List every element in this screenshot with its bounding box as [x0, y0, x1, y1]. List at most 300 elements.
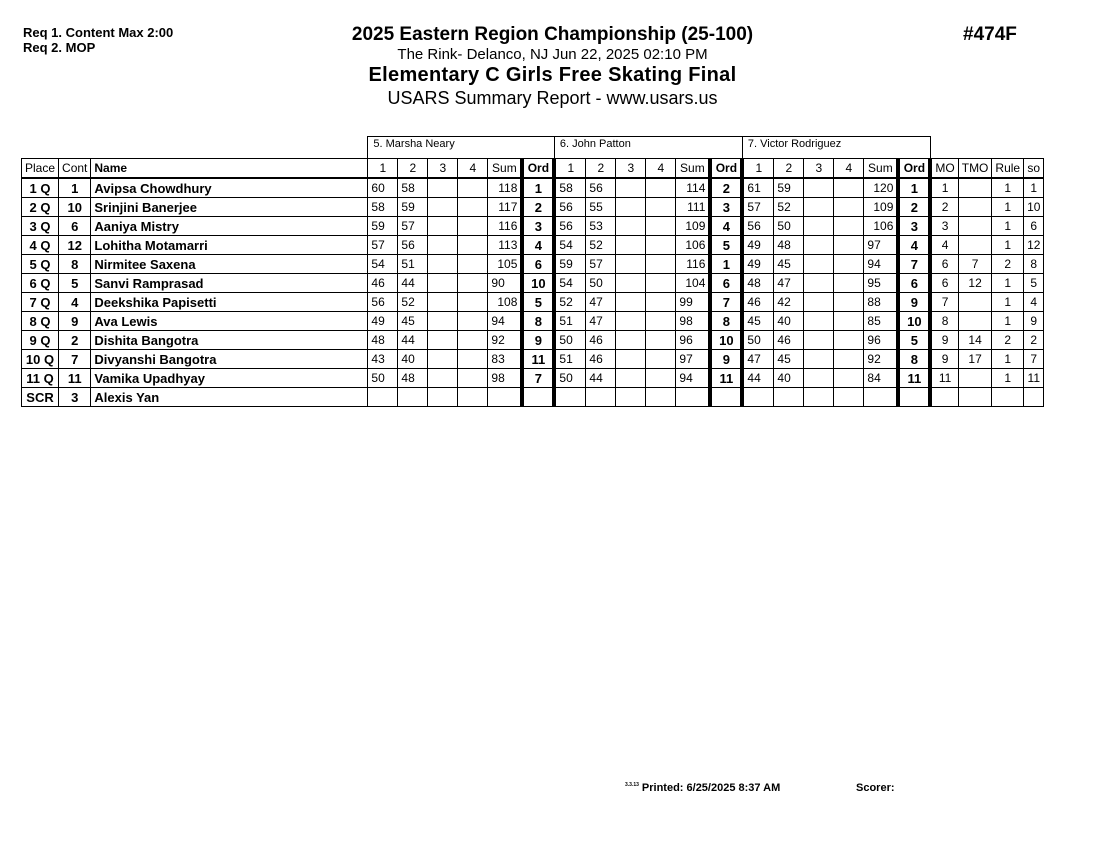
skater-name: Nirmitee Saxena	[91, 255, 368, 274]
score-2: 45	[774, 350, 804, 369]
table-row	[22, 369, 1044, 388]
score-sum: 95	[864, 274, 899, 293]
skater-name: Vamika Upadhyay	[91, 369, 368, 388]
score-sum: 92	[864, 350, 899, 369]
score-2: 59	[398, 198, 428, 217]
score-4	[646, 236, 676, 255]
score-sum: 114	[676, 178, 711, 198]
score-3	[804, 236, 834, 255]
contestant-number: 1	[59, 178, 91, 198]
ordinal: 10	[898, 312, 930, 331]
rule: 1	[992, 217, 1024, 236]
contestant-number: 4	[59, 293, 91, 312]
score-3	[616, 331, 646, 350]
total-majority-ordinal	[958, 198, 992, 217]
score-3	[804, 350, 834, 369]
version: 3.3.13	[625, 782, 639, 789]
score-sum: 94	[488, 312, 523, 331]
score-1: 49	[742, 255, 774, 274]
table-row	[22, 293, 1044, 312]
score-3	[616, 236, 646, 255]
score-2: 48	[774, 236, 804, 255]
ordinal	[898, 388, 930, 407]
score-sum: 116	[488, 217, 523, 236]
location-date: The Rink- Delanco, NJ Jun 22, 2025 02:10 PM	[397, 46, 708, 63]
ordinal: 6	[710, 274, 742, 293]
score-1: 48	[368, 331, 398, 350]
majority-ordinal: 2	[930, 198, 958, 217]
score-1: 50	[742, 331, 774, 350]
rule: 1	[992, 178, 1024, 198]
score-4	[834, 312, 864, 331]
col-score-s4: 4	[646, 159, 676, 179]
rule: 1	[992, 350, 1024, 369]
score-4	[458, 255, 488, 274]
ordinal: 8	[710, 312, 742, 331]
score-4	[458, 312, 488, 331]
rule	[992, 388, 1024, 407]
col-cont: Cont	[59, 159, 91, 179]
skater-name: Aaniya Mistry	[91, 217, 368, 236]
place: 1 Q	[22, 178, 59, 198]
ordinal	[710, 388, 742, 407]
score-2: 51	[398, 255, 428, 274]
score-2: 44	[398, 331, 428, 350]
score-1: 49	[742, 236, 774, 255]
ordinal: 1	[710, 255, 742, 274]
ordinal: 3	[710, 198, 742, 217]
total-majority-ordinal	[958, 369, 992, 388]
score-4	[458, 388, 488, 407]
score-3	[428, 331, 458, 350]
table-row	[22, 274, 1044, 293]
place: 7 Q	[22, 293, 59, 312]
score-2	[586, 388, 616, 407]
score-1: 57	[368, 236, 398, 255]
score-1: 43	[368, 350, 398, 369]
table-row	[22, 198, 1044, 217]
judge-name: 7. Victor Rodriguez	[742, 137, 930, 159]
skater-name: Avipsa Chowdhury	[91, 178, 368, 198]
ordinal	[522, 388, 554, 407]
ordinal: 9	[898, 293, 930, 312]
skater-name: Dishita Bangotra	[91, 331, 368, 350]
score-2: 47	[586, 293, 616, 312]
ordinal: 4	[710, 217, 742, 236]
score-1: 54	[368, 255, 398, 274]
event-number: #474F	[963, 24, 1017, 45]
score-4	[646, 178, 676, 198]
contestant-number: 2	[59, 331, 91, 350]
score-2: 40	[774, 312, 804, 331]
score-4	[646, 331, 676, 350]
requirement-2: Req 2. MOP	[23, 40, 96, 55]
score-sum: 85	[864, 312, 899, 331]
ordinal: 5	[710, 236, 742, 255]
ordinal: 9	[522, 331, 554, 350]
score-4	[458, 178, 488, 198]
score-3	[428, 217, 458, 236]
ordinal: 7	[898, 255, 930, 274]
rule: 2	[992, 255, 1024, 274]
score-3	[616, 274, 646, 293]
contestant-number: 8	[59, 255, 91, 274]
score-sum: 99	[676, 293, 711, 312]
col-score-s3: 3	[804, 159, 834, 179]
score-4	[834, 255, 864, 274]
place: 5 Q	[22, 255, 59, 274]
ordinal: 5	[522, 293, 554, 312]
score-3	[616, 312, 646, 331]
score-2: 48	[398, 369, 428, 388]
contestant-number: 11	[59, 369, 91, 388]
score-3	[616, 255, 646, 274]
col-sum: Sum	[864, 159, 899, 179]
total-majority-ordinal	[958, 312, 992, 331]
ordinal: 10	[710, 331, 742, 350]
judge-name: 6. John Patton	[554, 137, 742, 159]
ordinal: 4	[898, 236, 930, 255]
score-1: 47	[742, 350, 774, 369]
col-sum: Sum	[676, 159, 711, 179]
score-3	[428, 236, 458, 255]
score-2: 52	[774, 198, 804, 217]
score-sum: 92	[488, 331, 523, 350]
score-2: 47	[774, 274, 804, 293]
skater-name: Ava Lewis	[91, 312, 368, 331]
score-4	[834, 388, 864, 407]
requirements	[23, 25, 173, 55]
score-sum: 116	[676, 255, 711, 274]
skater-name: Alexis Yan	[91, 388, 368, 407]
col-score-s1: 1	[554, 159, 586, 179]
score-1: 50	[554, 331, 586, 350]
score-4	[458, 293, 488, 312]
skating-order: 1	[1024, 178, 1044, 198]
score-4	[458, 350, 488, 369]
contestant-number: 6	[59, 217, 91, 236]
majority-ordinal: 3	[930, 217, 958, 236]
score-sum	[864, 388, 899, 407]
report-name: USARS Summary Report - www.usars.us	[387, 88, 718, 108]
skating-order: 7	[1024, 350, 1044, 369]
score-1	[554, 388, 586, 407]
place: SCR	[22, 388, 59, 407]
majority-ordinal: 4	[930, 236, 958, 255]
score-4	[458, 331, 488, 350]
score-3	[804, 274, 834, 293]
column-header-row	[22, 159, 1044, 179]
score-2: 56	[586, 178, 616, 198]
contestant-number: 9	[59, 312, 91, 331]
score-1: 61	[742, 178, 774, 198]
judges-row	[22, 137, 1044, 159]
ordinal: 4	[522, 236, 554, 255]
ordinal: 11	[898, 369, 930, 388]
score-2: 50	[586, 274, 616, 293]
score-4	[834, 293, 864, 312]
contestant-number: 7	[59, 350, 91, 369]
score-2: 58	[398, 178, 428, 198]
score-sum: 104	[676, 274, 711, 293]
score-1: 57	[742, 198, 774, 217]
skating-order: 8	[1024, 255, 1044, 274]
score-1: 50	[368, 369, 398, 388]
col-score-s4: 4	[834, 159, 864, 179]
ordinal: 7	[710, 293, 742, 312]
score-4	[834, 369, 864, 388]
results-table	[21, 136, 1044, 407]
skating-order: 9	[1024, 312, 1044, 331]
skating-order: 2	[1024, 331, 1044, 350]
score-3	[804, 217, 834, 236]
score-2: 52	[586, 236, 616, 255]
score-4	[834, 236, 864, 255]
table-row	[22, 178, 1044, 198]
score-1: 49	[368, 312, 398, 331]
score-4	[834, 178, 864, 198]
total-majority-ordinal: 17	[958, 350, 992, 369]
score-sum: 109	[676, 217, 711, 236]
place: 10 Q	[22, 350, 59, 369]
table-row	[22, 255, 1044, 274]
majority-ordinal: 9	[930, 331, 958, 350]
ordinal: 1	[898, 178, 930, 198]
score-4	[834, 350, 864, 369]
score-3	[804, 178, 834, 198]
report-header	[300, 24, 805, 109]
place: 3 Q	[22, 217, 59, 236]
place: 11 Q	[22, 369, 59, 388]
ordinal: 6	[522, 255, 554, 274]
col-score-s1: 1	[742, 159, 774, 179]
table-row	[22, 331, 1044, 350]
score-1: 45	[742, 312, 774, 331]
col-so: so	[1024, 159, 1044, 179]
score-4	[834, 331, 864, 350]
table-row	[22, 312, 1044, 331]
score-4	[458, 236, 488, 255]
col-mo: MO	[930, 159, 958, 179]
score-1	[368, 388, 398, 407]
place: 2 Q	[22, 198, 59, 217]
score-2: 52	[398, 293, 428, 312]
score-4	[646, 274, 676, 293]
ordinal: 2	[898, 198, 930, 217]
score-sum: 118	[488, 178, 523, 198]
skater-name: Srinjini Banerjee	[91, 198, 368, 217]
score-2: 40	[774, 369, 804, 388]
score-2: 47	[586, 312, 616, 331]
score-4	[646, 255, 676, 274]
col-tmo: TMO	[958, 159, 992, 179]
score-3	[804, 255, 834, 274]
skating-order	[1024, 388, 1044, 407]
col-place: Place	[22, 159, 59, 179]
score-2: 45	[774, 255, 804, 274]
score-2	[774, 388, 804, 407]
score-sum: 113	[488, 236, 523, 255]
header-spacer	[930, 137, 1044, 159]
score-4	[646, 312, 676, 331]
score-4	[646, 217, 676, 236]
score-sum: 111	[676, 198, 711, 217]
ordinal: 5	[898, 331, 930, 350]
rule: 1	[992, 198, 1024, 217]
contestant-number: 10	[59, 198, 91, 217]
score-3	[616, 369, 646, 388]
majority-ordinal	[930, 388, 958, 407]
place: 9 Q	[22, 331, 59, 350]
score-sum: 97	[676, 350, 711, 369]
score-3	[804, 331, 834, 350]
score-1: 46	[742, 293, 774, 312]
ordinal: 6	[898, 274, 930, 293]
rule: 1	[992, 274, 1024, 293]
score-1: 48	[742, 274, 774, 293]
col-score-s3: 3	[616, 159, 646, 179]
skater-name: Sanvi Ramprasad	[91, 274, 368, 293]
score-sum: 105	[488, 255, 523, 274]
score-sum: 96	[864, 331, 899, 350]
score-1: 56	[554, 198, 586, 217]
score-sum: 96	[676, 331, 711, 350]
score-3	[804, 293, 834, 312]
skater-name: Deekshika Papisetti	[91, 293, 368, 312]
skating-order: 4	[1024, 293, 1044, 312]
score-2: 46	[774, 331, 804, 350]
col-score-s3: 3	[428, 159, 458, 179]
score-1: 58	[368, 198, 398, 217]
score-sum: 97	[864, 236, 899, 255]
total-majority-ordinal: 7	[958, 255, 992, 274]
score-2: 57	[586, 255, 616, 274]
score-3	[428, 312, 458, 331]
score-1: 56	[368, 293, 398, 312]
col-sum: Sum	[488, 159, 523, 179]
score-2: 42	[774, 293, 804, 312]
score-4	[458, 369, 488, 388]
score-3	[428, 198, 458, 217]
ordinal: 3	[522, 217, 554, 236]
skating-order: 5	[1024, 274, 1044, 293]
total-majority-ordinal	[958, 236, 992, 255]
score-3	[616, 293, 646, 312]
score-3	[616, 217, 646, 236]
score-2: 55	[586, 198, 616, 217]
skater-name: Lohitha Motamarri	[91, 236, 368, 255]
score-sum: 84	[864, 369, 899, 388]
ordinal: 8	[898, 350, 930, 369]
score-1: 52	[554, 293, 586, 312]
rule: 1	[992, 293, 1024, 312]
score-1: 59	[554, 255, 586, 274]
competition-title: 2025 Eastern Region Championship (25-100)	[351, 24, 754, 45]
score-3	[616, 350, 646, 369]
score-sum: 88	[864, 293, 899, 312]
skating-order: 12	[1024, 236, 1044, 255]
score-1: 54	[554, 236, 586, 255]
score-sum: 98	[488, 369, 523, 388]
contestant-number: 5	[59, 274, 91, 293]
score-4	[646, 198, 676, 217]
score-sum	[676, 388, 711, 407]
score-2: 50	[774, 217, 804, 236]
score-1: 51	[554, 312, 586, 331]
score-3	[428, 293, 458, 312]
col-ord: Ord	[522, 159, 554, 179]
total-majority-ordinal	[958, 388, 992, 407]
score-sum: 90	[488, 274, 523, 293]
table-row	[22, 388, 1044, 407]
score-4	[646, 388, 676, 407]
score-1	[742, 388, 774, 407]
score-2: 57	[398, 217, 428, 236]
requirement-1: Req 1. Content Max 2:00	[23, 25, 174, 40]
total-majority-ordinal: 14	[958, 331, 992, 350]
col-ord: Ord	[898, 159, 930, 179]
score-4	[458, 198, 488, 217]
score-2: 46	[586, 331, 616, 350]
place: 8 Q	[22, 312, 59, 331]
score-2: 44	[398, 274, 428, 293]
col-ord: Ord	[710, 159, 742, 179]
majority-ordinal: 9	[930, 350, 958, 369]
score-2	[398, 388, 428, 407]
skating-order: 6	[1024, 217, 1044, 236]
score-3	[804, 388, 834, 407]
score-1: 59	[368, 217, 398, 236]
score-4	[646, 293, 676, 312]
header-spacer	[22, 137, 368, 159]
ordinal: 1	[522, 178, 554, 198]
score-4	[646, 369, 676, 388]
score-4	[458, 274, 488, 293]
event-title: Elementary C Girls Free Skating Final	[368, 64, 737, 86]
score-1: 60	[368, 178, 398, 198]
print-footer	[625, 782, 780, 794]
col-score-s2: 2	[774, 159, 804, 179]
table-row	[22, 236, 1044, 255]
total-majority-ordinal	[958, 293, 992, 312]
skating-order: 11	[1024, 369, 1044, 388]
ordinal: 11	[522, 350, 554, 369]
majority-ordinal: 7	[930, 293, 958, 312]
table-row	[22, 350, 1044, 369]
score-4	[834, 274, 864, 293]
score-4	[646, 350, 676, 369]
score-3	[804, 369, 834, 388]
total-majority-ordinal	[958, 178, 992, 198]
majority-ordinal: 1	[930, 178, 958, 198]
score-1: 56	[554, 217, 586, 236]
scorer-label: Scorer:	[856, 782, 895, 794]
ordinal: 3	[898, 217, 930, 236]
majority-ordinal: 11	[930, 369, 958, 388]
ordinal: 8	[522, 312, 554, 331]
total-majority-ordinal	[958, 217, 992, 236]
score-2: 59	[774, 178, 804, 198]
table-row	[22, 217, 1044, 236]
skating-order: 10	[1024, 198, 1044, 217]
rule: 1	[992, 312, 1024, 331]
place: 4 Q	[22, 236, 59, 255]
score-2: 40	[398, 350, 428, 369]
score-sum: 83	[488, 350, 523, 369]
score-3	[428, 255, 458, 274]
score-3	[804, 198, 834, 217]
score-2: 44	[586, 369, 616, 388]
